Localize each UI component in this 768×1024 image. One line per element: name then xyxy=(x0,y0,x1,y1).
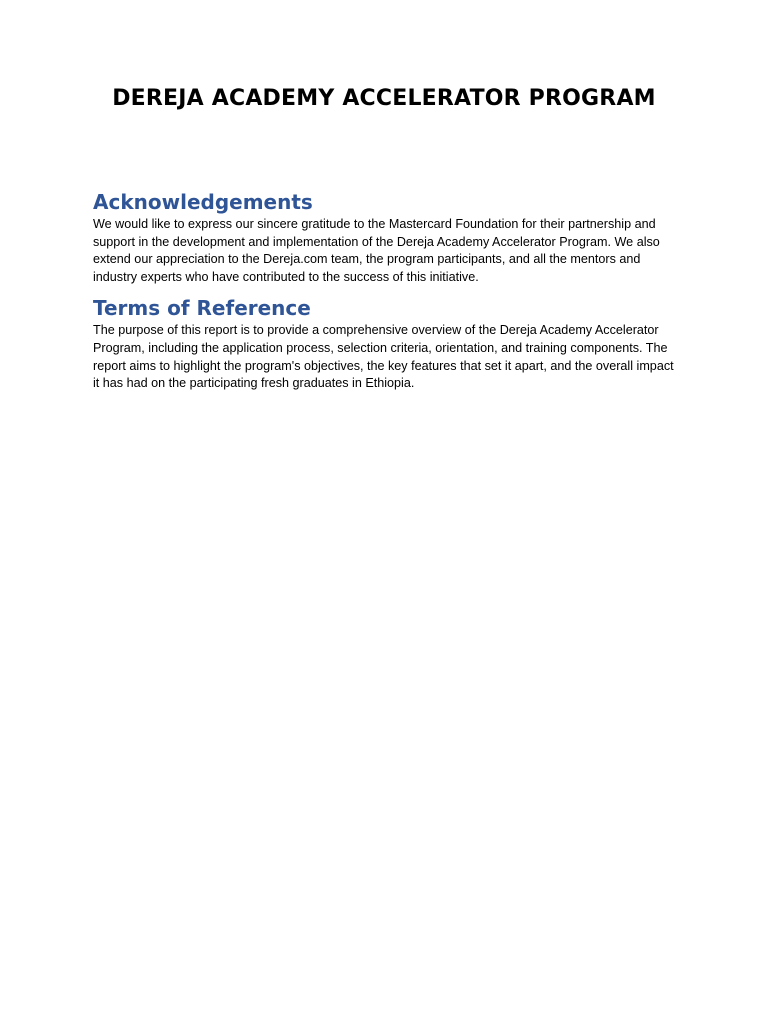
document-content xyxy=(93,188,683,401)
acknowledgements-section xyxy=(93,188,683,286)
terms-of-reference-section xyxy=(93,294,683,392)
terms-of-reference-heading: Terms of Reference xyxy=(93,296,311,321)
document-title: DEREJA ACADEMY ACCELERATOR PROGRAM xyxy=(112,86,656,111)
acknowledgements-heading: Acknowledgements xyxy=(93,190,313,214)
acknowledgements-body: We would like to express our sincere gratitude to the Mastercard Foundation for their partnership and support in the development and implementation of the Dereja Academy Accelerator Program. We also extend our appreciation to the Dereja.com team, the program participants, and all the mentors and industry experts who have contributed to the success of this initiative. xyxy=(93,217,660,284)
terms-of-reference-body: The purpose of this report is to provide a comprehensive overview of the Dereja Academy Accelerator Program, including the application process, selection criteria, orientation, and training components. The report aims to highlight the program's objectives, the key features that set it apart, and the overall impact it has had on the participating fresh graduates in Ethiopia. xyxy=(93,323,674,391)
